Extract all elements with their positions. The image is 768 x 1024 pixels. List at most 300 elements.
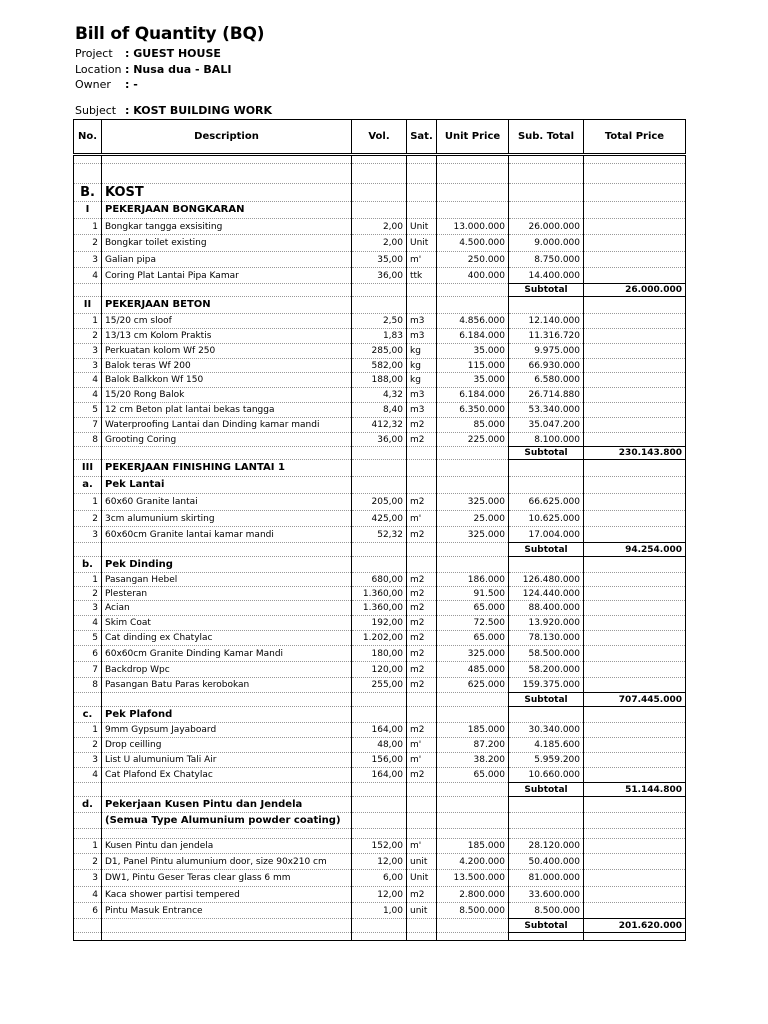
item-no: 1 [74,723,102,738]
item-total-price [584,887,686,903]
subtotal-value: 51.144.800 [584,783,686,797]
item-description: 3cm alumunium skirting [102,511,352,527]
item-sub-total: 66.930.000 [509,359,584,373]
item-volume: 2,00 [352,235,407,252]
item-no: 1 [74,573,102,587]
empty-cell [352,202,407,219]
item-description: Cat Plafond Ex Chatylac [102,768,352,783]
location-line [75,63,231,76]
item-unit-price: 325.000 [437,527,509,543]
project-value: : GUEST HOUSE [125,47,221,60]
item-total-price [584,573,686,587]
item-no: 3 [74,601,102,616]
item-volume: 180,00 [352,646,407,662]
empty-cell [407,557,437,573]
subtotal-row [74,447,686,460]
item-no: 7 [74,662,102,678]
empty-cell [74,783,102,797]
item-description: 60x60 Granite lantai [102,494,352,511]
item-sub-total: 35.047.200 [509,418,584,433]
item-unit-price: 4.500.000 [437,235,509,252]
empty-cell [584,797,686,813]
section-title: KOST [102,184,352,202]
item-volume: 4,32 [352,388,407,403]
item-unit-price: 4.856.000 [437,314,509,329]
empty-cell [352,284,407,297]
empty-cell [407,164,437,184]
subtotal-row [74,693,686,707]
item-total-price [584,388,686,403]
item-no: 1 [74,314,102,329]
item-total-price [584,219,686,235]
item-no: 4 [74,373,102,388]
empty-cell [509,477,584,494]
empty-cell [407,477,437,494]
section-code: III [74,460,102,477]
empty-cell [437,447,509,460]
item-description: 60x60cm Granite Dinding Kamar Mandi [102,646,352,662]
empty-cell [437,543,509,557]
section-row [74,202,686,219]
empty-cell [102,693,352,707]
empty-cell [74,164,102,184]
item-sub-total: 53.340.000 [509,403,584,418]
item-total-price [584,662,686,678]
subtotal-value: 707.445.000 [584,693,686,707]
item-description: Coring Plat Lantai Pipa Kamar [102,268,352,284]
item-volume: 188,00 [352,373,407,388]
item-unit: m3 [407,314,437,329]
table-row [74,314,686,329]
item-unit: m2 [407,723,437,738]
item-volume: 255,00 [352,678,407,693]
empty-cell [102,933,352,941]
empty-cell [74,693,102,707]
item-no: 4 [74,768,102,783]
empty-cell [407,460,437,477]
empty-cell [437,783,509,797]
table-row [74,403,686,418]
section-row [74,813,686,829]
empty-cell [407,707,437,723]
item-unit-price: 65.000 [437,601,509,616]
table-row [74,768,686,783]
item-no: 7 [74,418,102,433]
section-row [74,797,686,813]
item-sub-total: 6.580.000 [509,373,584,388]
item-sub-total: 5.959.200 [509,753,584,768]
project-line [75,47,221,60]
item-description: Pasangan Hebel [102,573,352,587]
table-row [74,870,686,887]
item-sub-total: 33.600.000 [509,887,584,903]
item-total-price [584,403,686,418]
item-sub-total: 58.200.000 [509,662,584,678]
item-description: Plesteran [102,587,352,601]
item-total-price [584,268,686,284]
location-label: Location [75,63,122,76]
item-volume: 1,83 [352,329,407,344]
item-description: 9mm Gypsum Jayaboard [102,723,352,738]
item-no: 3 [74,359,102,373]
item-total-price [584,494,686,511]
item-unit-price: 38.200 [437,753,509,768]
item-description: 12 cm Beton plat lantai bekas tangga [102,403,352,418]
item-volume: 36,00 [352,268,407,284]
item-total-price [584,433,686,447]
table-row [74,268,686,284]
item-no: 3 [74,527,102,543]
empty-cell [407,184,437,202]
table-row [74,573,686,587]
item-unit-price: 400.000 [437,268,509,284]
item-sub-total: 8.100.000 [509,433,584,447]
empty-cell [584,297,686,314]
item-description: DW1, Pintu Geser Teras clear glass 6 mm [102,870,352,887]
owner-value: : - [125,78,138,91]
empty-cell [437,919,509,933]
empty-cell [437,797,509,813]
item-volume: 156,00 [352,753,407,768]
subtotal-label: Subtotal [509,693,584,707]
item-sub-total: 26.000.000 [509,219,584,235]
table-row [74,359,686,373]
empty-cell [437,297,509,314]
spacer-row [74,164,686,184]
section-title: Pek Lantai [102,477,352,494]
item-volume: 582,00 [352,359,407,373]
section-code: II [74,297,102,314]
section-row [74,557,686,573]
subtotal-row [74,919,686,933]
item-description: Backdrop Wpc [102,662,352,678]
item-no: 5 [74,631,102,646]
table-row [74,494,686,511]
item-unit: m2 [407,418,437,433]
item-unit: m2 [407,887,437,903]
item-unit: m2 [407,494,437,511]
empty-cell [74,919,102,933]
item-sub-total: 50.400.000 [509,854,584,870]
empty-cell [352,297,407,314]
empty-cell [509,297,584,314]
empty-cell [352,557,407,573]
item-description: Bongkar toilet existing [102,235,352,252]
item-total-price [584,235,686,252]
item-volume: 205,00 [352,494,407,511]
section-row [74,707,686,723]
empty-cell [584,202,686,219]
empty-cell [407,284,437,297]
item-unit-price: 8.500.000 [437,903,509,919]
item-unit-price: 6.184.000 [437,329,509,344]
item-unit: kg [407,359,437,373]
empty-cell [74,155,102,164]
item-unit-price: 35.000 [437,373,509,388]
item-unit-price: 6.350.000 [437,403,509,418]
empty-cell [509,829,584,839]
item-description: Bongkar tangga exsisiting [102,219,352,235]
item-unit: m3 [407,388,437,403]
item-total-price [584,678,686,693]
empty-cell [102,447,352,460]
item-total-price [584,252,686,268]
empty-cell [584,707,686,723]
header-description: Description [102,120,352,155]
item-unit: m2 [407,587,437,601]
empty-cell [437,477,509,494]
empty-cell [407,297,437,314]
empty-cell [509,184,584,202]
item-unit: m2 [407,616,437,631]
item-unit: m3 [407,403,437,418]
item-unit: kg [407,344,437,359]
empty-cell [407,813,437,829]
item-volume: 285,00 [352,344,407,359]
item-volume: 12,00 [352,854,407,870]
item-no: 3 [74,344,102,359]
empty-cell [584,164,686,184]
empty-cell [407,543,437,557]
empty-cell [102,919,352,933]
item-unit-price: 87.200 [437,738,509,753]
empty-cell [584,813,686,829]
item-total-price [584,753,686,768]
empty-cell [102,164,352,184]
item-total-price [584,854,686,870]
item-sub-total: 8.750.000 [509,252,584,268]
item-unit: m2 [407,433,437,447]
item-unit: m2 [407,573,437,587]
empty-cell [437,155,509,164]
empty-cell [437,184,509,202]
empty-cell [352,707,407,723]
item-unit-price: 35.000 [437,344,509,359]
item-unit-price: 6.184.000 [437,388,509,403]
table-row [74,235,686,252]
section-title: PEKERJAAN FINISHING LANTAI 1 [102,460,352,477]
table-row [74,839,686,854]
item-volume: 52,32 [352,527,407,543]
empty-cell [509,164,584,184]
table-row [74,616,686,631]
item-volume: 1,00 [352,903,407,919]
table-row [74,418,686,433]
item-sub-total: 26.714.880 [509,388,584,403]
section-title: (Semua Type Alumunium powder coating) [102,813,352,829]
table-row [74,433,686,447]
header-unit-price: Unit Price [437,120,509,155]
item-no: 3 [74,252,102,268]
table-row [74,511,686,527]
item-volume: 164,00 [352,768,407,783]
item-volume: 36,00 [352,433,407,447]
section-row [74,477,686,494]
item-no: 8 [74,433,102,447]
empty-cell [102,155,352,164]
item-sub-total: 159.375.000 [509,678,584,693]
empty-cell [584,184,686,202]
empty-cell [509,155,584,164]
empty-cell [352,813,407,829]
empty-cell [74,933,102,941]
header-total-price: Total Price [584,120,686,155]
empty-cell [407,447,437,460]
item-unit-price: 91.500 [437,587,509,601]
empty-cell [509,460,584,477]
item-unit-price: 485.000 [437,662,509,678]
empty-cell [352,543,407,557]
subject-line [75,104,272,117]
empty-cell [509,797,584,813]
table-row [74,753,686,768]
section-title: PEKERJAAN BETON [102,297,352,314]
section-title: Pekerjaan Kusen Pintu dan Jendela [102,797,352,813]
empty-cell [437,933,509,941]
empty-cell [437,460,509,477]
item-unit: Unit [407,219,437,235]
empty-cell [352,783,407,797]
item-description: 15/20 Rong Balok [102,388,352,403]
subtotal-value: 26.000.000 [584,284,686,297]
empty-cell [437,284,509,297]
section-title: Pek Plafond [102,707,352,723]
empty-cell [437,202,509,219]
item-no: 2 [74,854,102,870]
item-total-price [584,616,686,631]
item-unit-price: 186.000 [437,573,509,587]
section-code: I [74,202,102,219]
item-description: 60x60cm Granite lantai kamar mandi [102,527,352,543]
item-sub-total: 81.000.000 [509,870,584,887]
item-no: 4 [74,268,102,284]
table-row [74,631,686,646]
item-volume: 120,00 [352,662,407,678]
item-no: 1 [74,494,102,511]
empty-cell [74,284,102,297]
item-unit: m2 [407,601,437,616]
item-total-price [584,359,686,373]
item-unit: m2 [407,678,437,693]
item-unit: m' [407,753,437,768]
item-description: Balok teras Wf 200 [102,359,352,373]
item-unit-price: 4.200.000 [437,854,509,870]
table-row [74,252,686,268]
empty-cell [437,557,509,573]
empty-cell [437,829,509,839]
header-vol: Vol. [352,120,407,155]
subtotal-value: 94.254.000 [584,543,686,557]
table-row [74,887,686,903]
item-description: Kaca shower partisi tempered [102,887,352,903]
item-no: 2 [74,235,102,252]
empty-cell [509,813,584,829]
item-volume: 192,00 [352,616,407,631]
section-code: B. [74,184,102,202]
empty-cell [584,557,686,573]
empty-cell [584,155,686,164]
item-description: D1, Panel Pintu alumunium door, size 90x210 cm [102,854,352,870]
section-code: c. [74,707,102,723]
empty-cell [352,693,407,707]
item-unit-price: 185.000 [437,839,509,854]
owner-line [75,78,138,91]
item-no: 2 [74,738,102,753]
empty-cell [352,477,407,494]
bq-table [73,119,686,941]
item-unit-price: 185.000 [437,723,509,738]
item-description: Balok Balkkon Wf 150 [102,373,352,388]
item-no: 4 [74,388,102,403]
item-no: 2 [74,511,102,527]
item-total-price [584,314,686,329]
table-row [74,646,686,662]
empty-cell [102,543,352,557]
item-unit: m2 [407,527,437,543]
section-code [74,813,102,829]
empty-cell [509,202,584,219]
empty-cell [352,919,407,933]
item-description: Skim Coat [102,616,352,631]
item-sub-total: 88.400.000 [509,601,584,616]
item-unit: Unit [407,870,437,887]
item-unit-price: 325.000 [437,494,509,511]
item-sub-total: 12.140.000 [509,314,584,329]
section-row [74,297,686,314]
table-row [74,219,686,235]
item-unit-price: 625.000 [437,678,509,693]
table-row [74,678,686,693]
item-unit-price: 225.000 [437,433,509,447]
item-volume: 680,00 [352,573,407,587]
item-description: Perkuatan kolom Wf 250 [102,344,352,359]
item-unit: m' [407,738,437,753]
item-sub-total: 124.440.000 [509,587,584,601]
item-unit-price: 65.000 [437,768,509,783]
empty-cell [102,284,352,297]
item-unit-price: 13.000.000 [437,219,509,235]
item-no: 2 [74,587,102,601]
item-no: 1 [74,839,102,854]
item-sub-total: 30.340.000 [509,723,584,738]
item-volume: 6,00 [352,870,407,887]
section-title: PEKERJAAN BONGKARAN [102,202,352,219]
item-no: 5 [74,403,102,418]
subtotal-value: 230.143.800 [584,447,686,460]
empty-cell [74,447,102,460]
section-code: b. [74,557,102,573]
item-total-price [584,839,686,854]
item-volume: 2,50 [352,314,407,329]
item-volume: 12,00 [352,887,407,903]
item-total-price [584,587,686,601]
project-label: Project [75,47,113,60]
empty-cell [584,933,686,941]
item-no: 3 [74,753,102,768]
item-volume: 152,00 [352,839,407,854]
item-unit: kg [407,373,437,388]
item-no: 3 [74,870,102,887]
item-total-price [584,601,686,616]
empty-cell [352,933,407,941]
empty-cell [437,693,509,707]
header-no: No. [74,120,102,155]
item-volume: 412,32 [352,418,407,433]
empty-cell [352,447,407,460]
item-volume: 1.360,00 [352,601,407,616]
empty-cell [584,829,686,839]
table-row [74,527,686,543]
